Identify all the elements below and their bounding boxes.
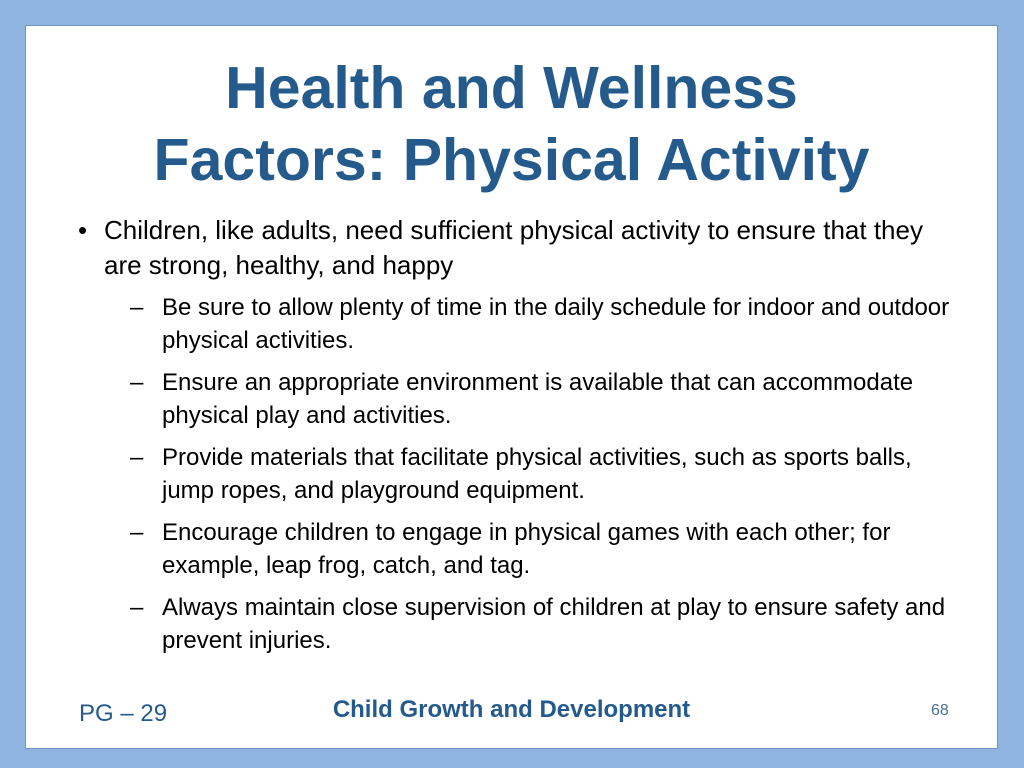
sub-bullet-list bbox=[78, 291, 958, 657]
footer-course-title: Child Growth and Development bbox=[332, 696, 691, 723]
slide-number: 68 bbox=[931, 702, 949, 719]
sub-bullet-text: Provide materials that facilitate physical activities, such as sports balls, jump ropes, and playground equipment. bbox=[162, 444, 912, 504]
sub-bullet bbox=[78, 516, 958, 582]
sub-bullet-text: Ensure an appropriate environment is available that can accommodate physical play and activities. bbox=[162, 369, 914, 429]
sub-bullet bbox=[78, 591, 958, 657]
sub-bullet bbox=[78, 366, 958, 432]
sub-bullet bbox=[78, 441, 958, 507]
sub-bullet bbox=[78, 291, 958, 357]
footer-page-ref: PG – 29 bbox=[79, 700, 168, 727]
dash-mark: – bbox=[130, 444, 144, 471]
dash-mark: – bbox=[130, 294, 144, 321]
slide-body bbox=[78, 213, 958, 666]
sub-bullet-text: Always maintain close supervision of children at play to ensure safety and prevent injuries. bbox=[162, 594, 946, 654]
dash-mark: – bbox=[130, 519, 144, 546]
title-line-2: Factors: Physical Activity bbox=[153, 127, 870, 193]
slide bbox=[25, 25, 998, 749]
sub-bullet-text: Encourage children to engage in physical games with each other; for example, leap frog, catch, and tag. bbox=[162, 519, 891, 579]
slide-title bbox=[26, 52, 997, 196]
title-line-1: Health and Wellness bbox=[225, 55, 798, 121]
dash-mark: – bbox=[130, 594, 144, 621]
bullet-mark: • bbox=[78, 215, 88, 245]
main-bullet-text: Children, like adults, need sufficient physical activity to ensure that they are strong, healthy, and happy bbox=[104, 215, 923, 280]
dash-mark: – bbox=[130, 369, 144, 396]
main-bullet bbox=[78, 213, 958, 283]
sub-bullet-text: Be sure to allow plenty of time in the daily schedule for indoor and outdoor physical activities. bbox=[162, 294, 950, 354]
